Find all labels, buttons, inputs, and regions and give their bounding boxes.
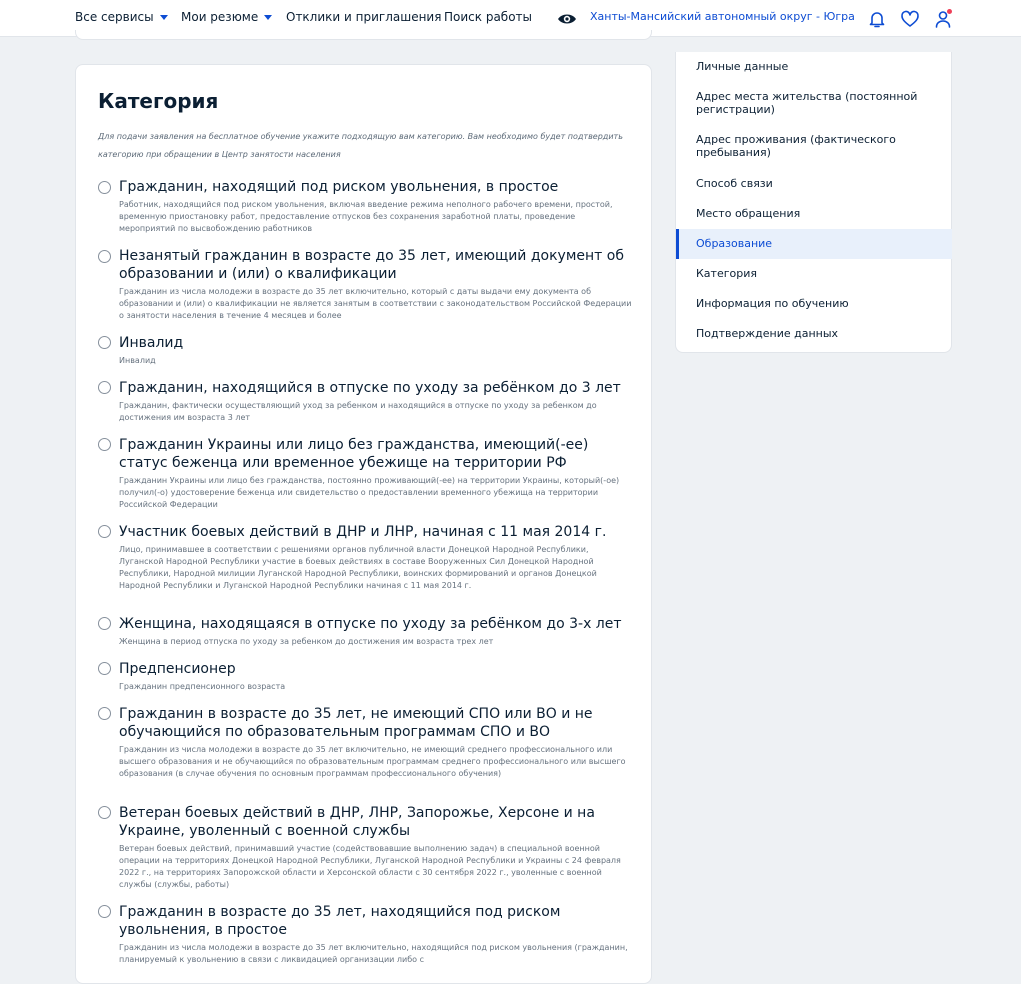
sidebar-item-data-confirmation[interactable]: Подтверждение данных [696,327,839,340]
option-description: Лицо, принимавшее в соответствии с решениями органов публичной власти Донецкой Народной Республики, Луганской Народной Республики участие в боевых действиях в составе Вооруженных Сил Донецкой Народной Республики, Народной милиции Луганской Народной Республики, воинских формирований и органов Донецкой Народной Республики и Луганской Народной Республики начиная с 11 мая 2014 г. [119,545,597,590]
category-option[interactable] [98,804,633,891]
heart-icon[interactable] [899,8,921,30]
option-title: Гражданин в возрасте до 35 лет, находящийся под риском увольнения, в простое [119,904,561,938]
category-option[interactable] [98,705,633,780]
bell-icon[interactable] [866,8,888,30]
radio-button[interactable] [98,438,111,451]
radio-button[interactable] [98,525,111,538]
radio-button[interactable] [98,381,111,394]
option-title: Инвалид [119,335,184,351]
option-title: Женщина, находящаяся в отпуске по уходу за ребёнком до 3-х лет [119,616,622,632]
option-description: Гражданин из числа молодежи в возрасте до 35 лет включительно, который с даты выдачи ему документа об образовании и (или) о квалификации не является занятым в соответствии с законодательством Российской Федерации о занятости населения в течение 4 месяцев и более [119,287,632,320]
option-title: Предпенсионер [119,661,236,677]
region-selector[interactable]: Ханты-Мансийский автономный округ - Югра [590,10,855,23]
sidebar-item-personal-data[interactable]: Личные данные [696,60,789,73]
eye-icon[interactable] [556,8,578,30]
sidebar-item-contact-method[interactable]: Способ связи [696,177,773,190]
notification-dot [947,9,952,14]
radio-button[interactable] [98,662,111,675]
sidebar-item-actual-address[interactable]: Адрес проживания (фактического пребывания) [696,133,896,159]
sidebar-item-registration-address[interactable]: Адрес места жительства (постоянной регистрации) [696,90,918,116]
radio-button[interactable] [98,707,111,720]
radio-button[interactable] [98,617,111,630]
option-description: Гражданин из числа молодежи в возрасте до 35 лет включительно, находящийся под риском увольнения (гражданин, планируемый к увольнению в связи с ликвидацией организации либо с [119,943,628,964]
category-option[interactable] [98,379,633,424]
chevron-down-icon [160,15,168,20]
sidebar-item-education[interactable]: Образование [696,237,773,250]
radio-button[interactable] [98,336,111,349]
sidebar-item-category[interactable]: Категория [696,267,757,280]
option-title: Участник боевых действий в ДНР и ЛНР, начиная с 11 мая 2014 г. [119,524,607,540]
option-title: Гражданин, находящий под риском увольнения, в простое [119,179,559,195]
category-option[interactable] [98,178,633,235]
option-description: Ветеран боевых действий, принимавший участие (содействовавшие выполнению задач) в специальной военной операции на территориях Донецкой Народной Республики, Луганской Народной Республики и Украины с 24 февраля 2022 г., на территориях Запорожской области и Херсонской области с 30 сентября 2022 г., уволенные с военной службы (службы, работы) [119,844,621,889]
nav-my-resumes[interactable] [181,10,272,24]
category-option[interactable] [98,334,633,367]
option-description: Работник, находящийся под риском увольнения, включая введение режима неполного рабочего времени, простой, временную приостановку работ, предоставление отпусков без сохранения заработной платы, проведение мероприятий по высвобождению работников [119,200,613,233]
sidebar-item-application-place[interactable]: Место обращения [696,207,801,220]
option-description: Гражданин, фактически осуществляющий уход за ребенком и находящийся в отпуске по уходу за ребенком до достижения им возраста 3 лет [119,401,597,422]
nav-responses-invitations[interactable]: Отклики и приглашения [286,10,442,24]
option-title: Гражданин Украины или лицо без гражданства, имеющий(-ее) статус беженца или временное убежище на территории РФ [119,437,589,471]
radio-button[interactable] [98,806,111,819]
option-description: Гражданин из числа молодежи в возрасте до 35 лет включительно, не имеющий среднего профессионального или высшего образования и не обучающийся по образовательным программам среднего профессионального или высшего образования (в случае обучения по основным программам профессионального обучения) [119,745,626,778]
category-option[interactable] [98,615,633,648]
previous-section-card [75,30,652,40]
radio-button[interactable] [98,250,111,263]
category-option[interactable] [98,436,633,511]
option-description: Гражданин Украины или лицо без гражданства, постоянно проживающий(-ее) на территории Украины, который(-ое) получил(-о) удостоверение беженца или свидетельство о предоставлении временного убежища на территории Российской Федерации [119,476,620,509]
form-steps-sidebar [675,52,952,353]
category-intro: Для подачи заявления на бесплатное обучение укажите подходящую вам категорию. Вам необходимо будет подтвердить категорию при обращении в Центр занятости населения [98,132,623,159]
option-description: Гражданин предпенсионного возраста [119,682,286,691]
option-description: Женщина в период отпуска по уходу за ребенком до достижения им возраста трех лет [119,637,494,646]
category-option[interactable] [98,660,633,693]
nav-all-services[interactable] [75,10,168,24]
category-option[interactable] [98,903,633,966]
category-option[interactable] [98,247,633,322]
radio-button[interactable] [98,905,111,918]
option-description: Инвалид [119,356,156,365]
chevron-down-icon [264,15,272,20]
nav-all-services-label: Все сервисы [75,10,154,24]
sidebar-item-training-info[interactable]: Информация по обучению [696,297,849,310]
nav-my-resumes-label: Мои резюме [181,10,259,24]
category-option[interactable] [98,523,633,592]
option-title: Незанятый гражданин в возрасте до 35 лет, имеющий документ об образовании и (или) о квалификации [119,248,624,282]
option-title: Гражданин в возрасте до 35 лет, не имеющий СПО или ВО и не обучающийся по образовательным программам СПО и ВО [119,706,593,740]
nav-job-search[interactable]: Поиск работы [444,10,533,24]
option-title: Ветеран боевых действий в ДНР, ЛНР, Запорожье, Херсоне и на Украине, уволенный с военной службы [119,805,595,839]
option-title: Гражданин, находящийся в отпуске по уходу за ребёнком до 3 лет [119,380,621,396]
radio-button[interactable] [98,181,111,194]
page-title: Категория [98,89,219,113]
